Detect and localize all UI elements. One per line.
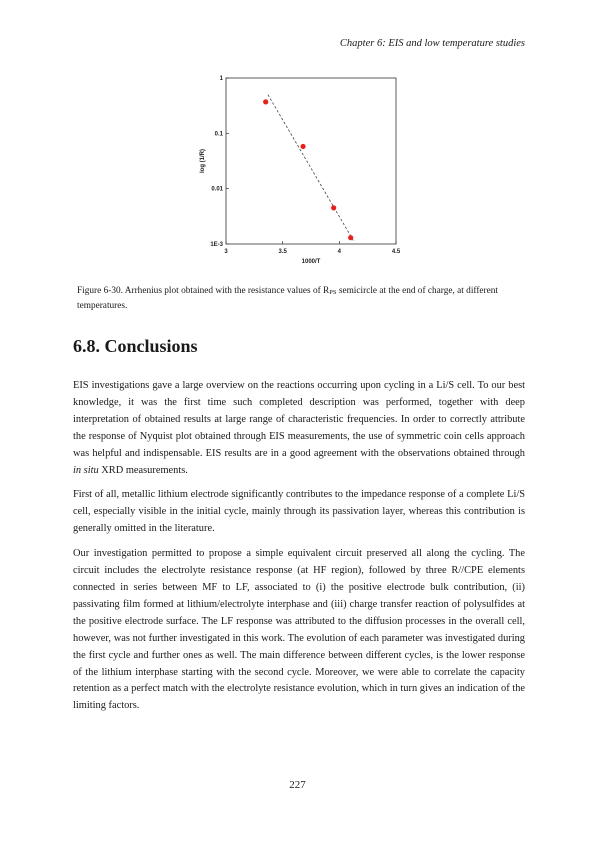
y-tick-label: 0.01 [211, 186, 223, 193]
body-text [73, 378, 525, 723]
running-header: Chapter 6: EIS and low temperature studies [339, 38, 525, 49]
paragraph-1-text-b: XRD measurements. [98, 464, 188, 476]
data-point [300, 144, 305, 149]
caption-subscript: PS [329, 289, 337, 296]
y-tick-label: 1E-3 [210, 242, 223, 248]
arrhenius-chart [195, 68, 410, 273]
x-axis-label: 1000/T [301, 259, 321, 265]
paragraph-1-emphasis: in situ [73, 464, 99, 476]
x-tick-label: 4 [337, 249, 342, 255]
y-tick-label: 1 [219, 76, 223, 82]
paragraph-1 [73, 378, 525, 479]
plot-frame [226, 78, 396, 244]
caption-tail: semicircle at the end of charge, at different temperatures. [77, 286, 499, 311]
section-title: 6.8. Conclusions [73, 336, 198, 356]
x-tick-label: 3 [224, 249, 228, 255]
y-tick-label: 0.1 [214, 131, 223, 138]
page-number: 227 [289, 779, 306, 791]
data-point [348, 235, 353, 240]
x-tick-label: 3.5 [278, 249, 287, 255]
paragraph-3: Our investigation permitted to propose a simple equivalent circuit preserved all along the cycling. The circuit includes the electrolyte resistance response (at HF region), followed by three R//CPE elements connected in series between MF to LF, associated to (i) the positive electrode bulk contribution, (ii) passivating film formed at lithium/electrolyte interphase and (iii) charge transfer reaction of polysulfides at the positive electrode surface. The LF response was attributed to the diffusion processes in the overall cell, however, was not further investigated in this work. The evolution of each parameter was investigated during the first cycle and further ones as well. The main difference between different cycles, is the lower response of the lithium interphase starting with the second cycle. Moreover, we were able to correlate the capacity retention as a perfect match with the electrolyte resistance evolution, which in turn gives an indication of the limiting factors. [73, 548, 525, 712]
data-point [263, 99, 268, 104]
data-point [331, 205, 336, 210]
figure-caption [77, 285, 527, 312]
arrhenius-figure [195, 68, 410, 273]
fit-line [268, 95, 354, 242]
x-tick-label: 4.5 [391, 249, 401, 255]
paragraph-1-text-a: EIS investigations gave a large overview on the reactions occurring upon cycling in a Li/S cell. To our best knowledge, it was the first time such completed description was performed, together with deep interpretation of obtained results at large range of characteristic frequencies. In order to correctly attribute the response of Nyquist plot obtained through EIS measurements, the use of symmetric coin cells approach was helpful and indispensable. EIS results are in a good agreement with the observations obtained through [73, 380, 525, 459]
paragraph-2: First of all, metallic lithium electrode significantly contributes to the impedance response of a complete Li/S cell, especially visible in the initial cycle, mainly through its passivation layer, whereas this contribution is generally omitted in the literature. [73, 489, 525, 535]
y-axis-label: log (1/R) [200, 149, 206, 173]
caption-lead: Figure 6-30. Arrhenius plot obtained with the resistance values of R [77, 286, 330, 296]
